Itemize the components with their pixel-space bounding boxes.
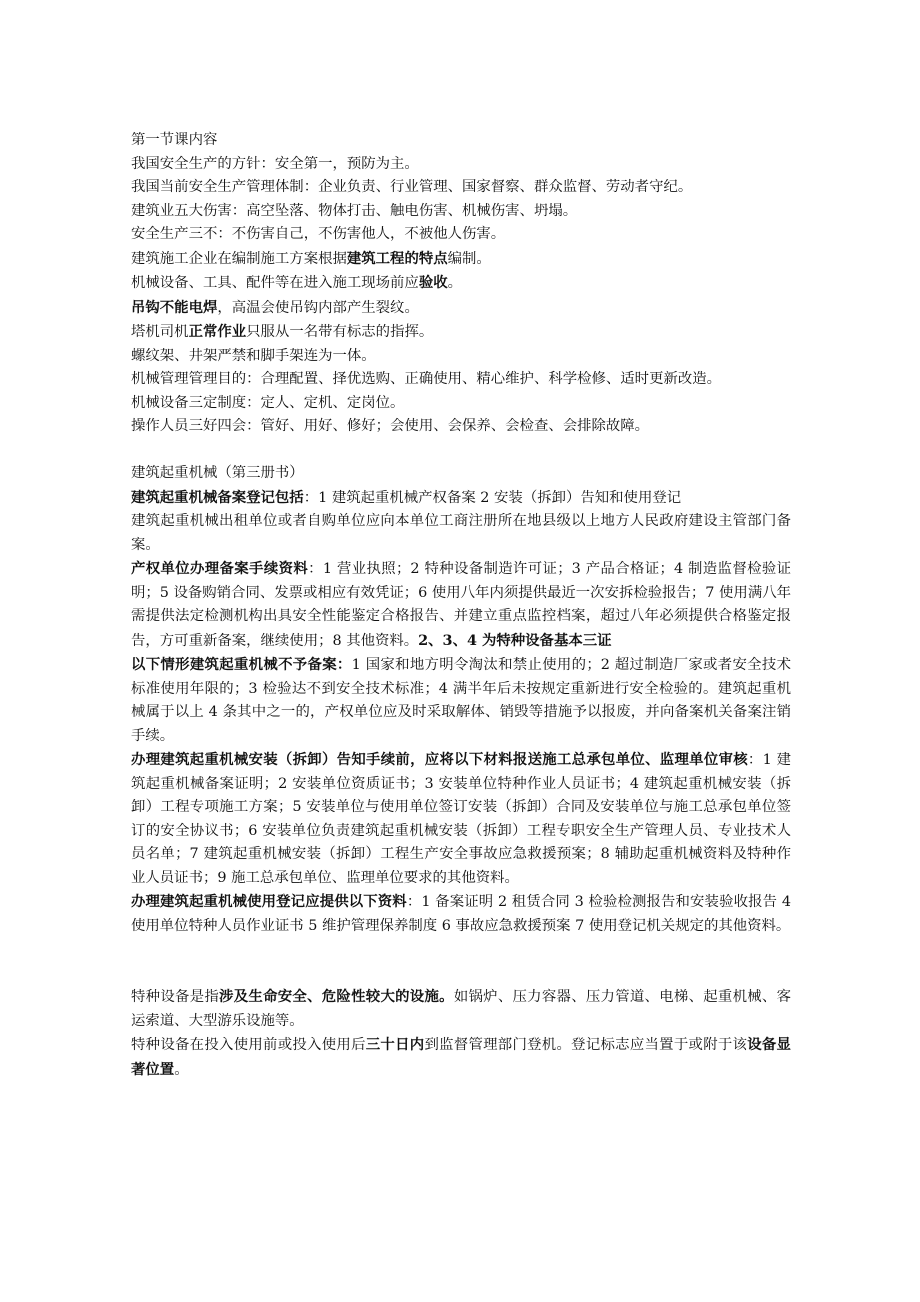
three-nos-line: 安全生产三不：不伤害自己，不伤害他人，不被他人伤害。 [131,226,506,242]
five-injuries-line: 建筑业五大伤害：高空坠落、物体打击、触电伤害、机械伤害、坍塌。 [131,202,578,219]
filing-authority-paragraph: 建筑起重机械出租单位或者自购单位应向本单位工商注册所在地县级以上地方人民政府建设主管部门备案。 [131,513,791,553]
installation-notice-paragraph: 办理建筑起重机械安装（拆卸）告知手续前，应将以下材料报送施工总承包单位、监理单位审核：1 建筑起重机械备案证明；2 安装单位资质证书；3 安装单位特种作业人员证书；4 建筑起重机械安装（拆卸）工程专项施工方案；5 安装单位与使用单位签订安装（拆卸）合同及安装单位与施工总承包单位签订的安全协议书；6 安装单位负责建筑起重机械安装（拆卸）工程专职安全生产管理人员、专业技术人员名单；7 建筑起重机械安装（拆卸）工程生产安全事故应急救援预案；8 辅助起重机械资料及特种作业人员证书；9 施工总承包单位、监理单位要求的其他资料。 [131,751,791,886]
management-system-line: 我国当前安全生产管理体制：企业负责、行业管理、国家督察、群众监督、劳动者守纪。 [131,179,693,195]
document-body [131,129,791,1082]
section2-title: 建筑起重机械（第三册书） [131,465,304,481]
machine-management-line: 机械管理管理目的：合理配置、择优选购、正确使用、精心维护、科学检修、适时更新改造。 [131,371,722,387]
construction-plan-line: 建筑施工企业在编制施工方案根据建筑工程的特点编制。 [131,249,491,267]
spacer [131,439,791,463]
equipment-acceptance-line: 机械设备、工具、配件等在进入施工现场前应验收。 [131,274,463,291]
spacer [131,938,791,985]
scaffold-line: 螺纹架、井架严禁和脚手架连为一体。 [131,347,376,364]
hook-welding-line: 吊钩不能电焊，高温会使吊钩内部产生裂纹。 [131,298,419,316]
section1-title: 第一节课内容 [131,132,218,148]
operator-skills-line: 操作人员三好四会：管好、用好、修好；会使用、会保养、会检查、会排除故障。 [131,418,650,434]
usage-registration-paragraph: 办理建筑起重机械使用登记应提供以下资料：1 备案证明 2 租赁合同 3 检验检测报告和安装验收报告 4 使用单位特种人员作业证书 5 维护管理保养制度 6 事故应急救援预案 7 使用登记机关规定的其他资料。 [131,893,791,934]
special-equipment-definition: 特种设备是指涉及生命安全、危险性较大的设施。如锅炉、压力容器、压力管道、电梯、起重机械、客运索道、大型游乐设施等。 [131,988,791,1029]
registration-items-paragraph: 建筑起重机械备案登记包括：1 建筑起重机械产权备案 2 安装（拆卸）告知和使用登记 [131,488,682,506]
owner-filing-materials-paragraph: 产权单位办理备案手续资料：1 营业执照；2 特种设备制造许可证；3 产品合格证；4 制造监督检验证明；5 设备购销合同、发票或相应有效凭证；6 使用八年内须提供最近一次安拆检验报告；7 使用满八年需提供法定检测机构出具安全性能鉴定合格报告、并建立重点监控档案，超过八年必须提供合格鉴定报告，方可重新备案，继续使用；8 其他资料。2、3、4 为特种设备基本三证 [131,560,791,649]
special-equipment-registration: 特种设备在投入使用前或投入使用后三十日内到监督管理部门登机。登记标志应当置于或附于该设备显著位置。 [131,1036,791,1078]
safety-policy-line: 我国安全生产的方针：安全第一，预防为主。 [131,155,419,172]
crane-operator-line: 塔机司机正常作业只服从一名带有标志的指挥。 [131,323,434,340]
no-filing-cases-paragraph: 以下情形建筑起重机械不予备案：1 国家和地方明令淘汰和禁止使用的；2 超过制造厂家或者安全技术标准使用年限的；3 检验达不到安全技术标准；4 满半年后未按规定重新进行安全检验的。建筑起重机械属于以上 4 条其中之一的，产权单位应及时采取解体、销毁等措施予以报废，并向备案机关备案注销手续。 [131,656,791,744]
three-fixed-line: 机械设备三定制度：定人、定机、定岗位。 [131,394,405,411]
